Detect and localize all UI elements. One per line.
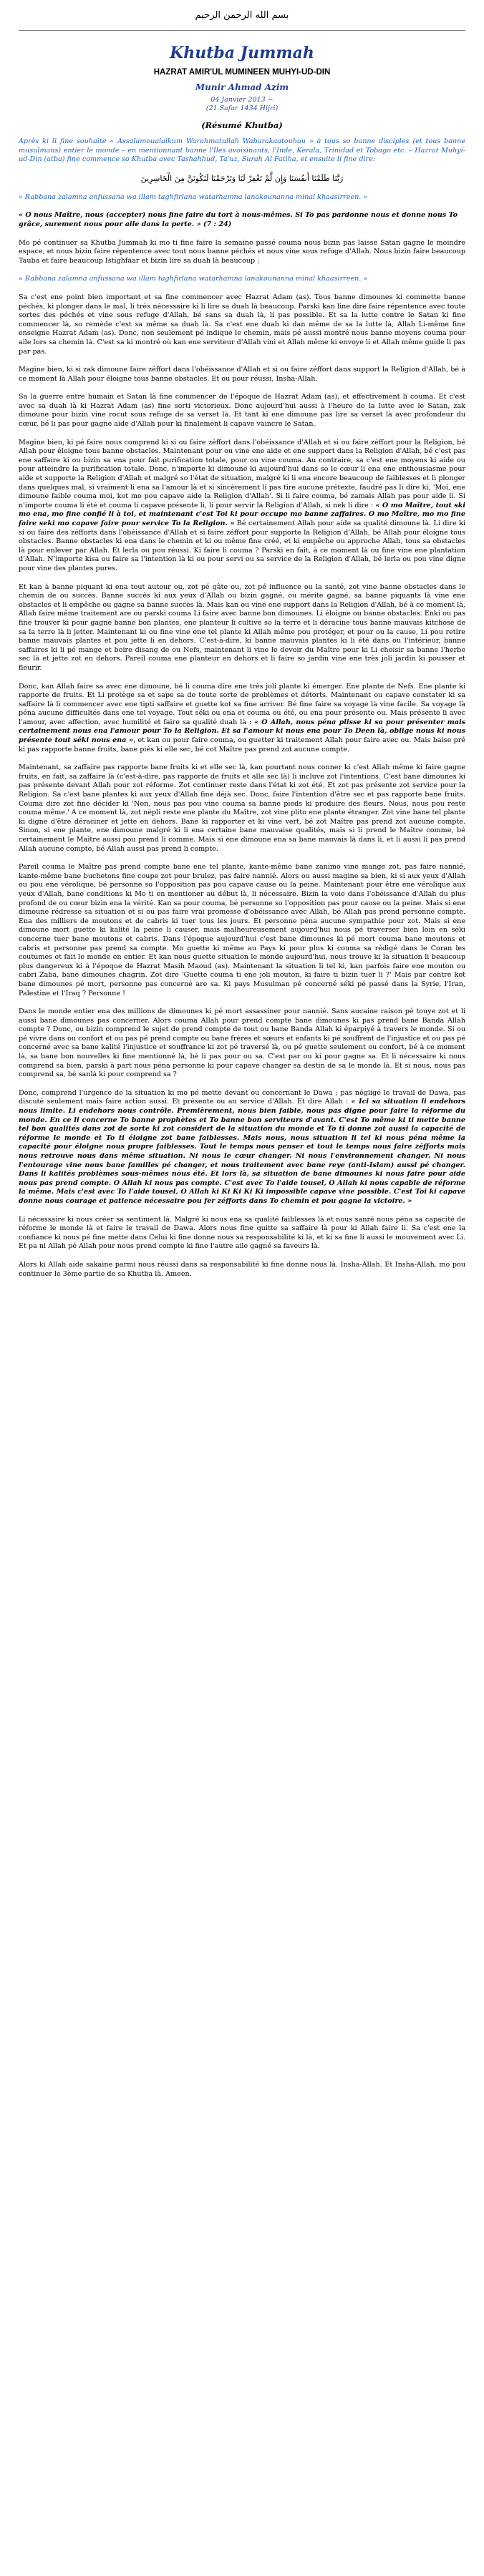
paragraph-5-quote: « O mo Maître, tout ski mo ena, mo fine confié li à toi, et maintenant c'est Toi ki pour occupe mo banne zaffaires. O mo Maître, mo mo fine faire seki mo capave faire pour service To la Religion. » xyxy=(19,501,465,527)
paragraph-10-b-text: Donc, comprend l'urgence de la situation ki mo pé mette devant ou concernant le Dawa ; pas négligé le travail de Dawa, pas discuté seulement mais faire action aussi. Et présente ou au service d'Allah. Et dire Allah : xyxy=(19,1088,465,1106)
paragraph-5 xyxy=(19,439,465,574)
paragraph-7-a: Donc, kan Allah faire sa avec ene dimoune, bé li couma dire ene très joli plante ki émerger. Ene plante de Nefs. Ene plante ki rapporte de fruits. Et Li protège sa et sape sa de toute sorte de problèmes et détorts. Maintenant ou capave constater ki sa saffaire là li commencer avec ene tipti saffaire et guette kot sa fine arriver. Bé fine faire sa voyage là vine facile. Sa voyage là péna aucune difficultés dans ene tel voyage. Tout séki ou ena et couma ou été, ou ena pour présente ou. Mais présente li avec l'amour, avec affection, avec humilité et faire sa qualité duah là : xyxy=(19,682,465,726)
paragraph-4: Sa la guerre entre humain et Satan là fine commencer de l'époque de Hazrat Adam (as), et effectivement li couma. Et c'est avec sa duah là ki Hazrat Adam (as) fine sorti victorieux. Donc aujourd'hui aussi à l'heure de la lutte avec le Satan, zak dimoune pour bizin vine rocut sous refuge de sa verset là. Et tant ki ene dimoune pas lire sa verset là avec profondeur du cœur, bé li pas pour gagne aide d'Allah pour ki finalement li capave vaincre le Satan. xyxy=(19,393,465,429)
paragraph-7 xyxy=(19,683,465,755)
resume-heading: (Résumé Khutba) xyxy=(201,120,283,130)
date-gregorian: 04 Janvier 2013 ~ xyxy=(210,96,274,104)
paragraph-7-b: , et kan ou pour faire couma, ou guetter ki traitement Allah pour faire avec ou. Mais baise pré ki pas rapporte banne fruits, bane piés ki elle sec, bé cot Maître pas prend zot aucune compte. xyxy=(19,736,465,753)
date-block xyxy=(19,96,465,113)
paragraph-6: Et kan à banne piquant ki ena tout autour ou, zot pé gâte ou, zot pé influence ou la santé, zot vine banne obstacles dans le chemin de ou succès. Banne succès ki aux yeux d'Allah ou bizin gagné, ou mérite gagné, sa banne piquants là vine ene obstacles et li empêche ou gagne sa banne succès là. Mais kan ou vine ene support dans la Religion d'Allah, bé à ce moment là, Allah faire même traitement are ou parski couma Li faire avec banne bon dimounes. Li éloigne ou banne obstacles. Enki ou pas fine trouver ki pour gagne banne bon plantes, ene planteur li cultive so la terre et li déracine tous banne mauvais kitchose de sa la terre là li jetter. Maintenant ki ou fine vine ene tel plante ki Allah même pou protéger, et pour ou la cause, Li pou retire banne mauvais plantes et pou jette li en dehors. C'est-à-dire, ki banne mauvais plantes ki li été dans ou l'intérieur, banne saffaires ki li pé mange et boire disang de ou Nefs, maintenant li vine le devoir du Maître pour ki Li choisir sa banne l'herbe sec là et jette zot en dehors. Pareil couma ene planteur en dehors et li faire so jardin vine ene très joli jardin ki pousser et fleurir. xyxy=(19,582,465,672)
paragraph-9: Pareil couma le Maître pas prend compte bane ene tel plante, kante-même bane zanimo vine mange zot, pas faire nannié, kante-même bane buchetons fine coupe zot pour brulez, pas faire nannié. Alors ou aussi magine sa bien, ki si aux yeux d'Allah ou pou ene vérolique, bé personne so l'opposition pas pou capave cause ou la peine. Maintenant pour être ene vérolique aux yeux d'Allah, bane conditions ki Mo ti en mentioner au début là, li nécessaire. Bizin la voie dans l'obéissance d'Allah du plus profond de ou cœur bizin ena la vérité. Kan sa pour couma, bé personne so l'opposition pas pour cause ou la peine. Mais si ene dimoune rédresse sa situation et si ou pas faire vrai promesse d'obéissance avec Allah, bé Allah pas prend personne compte. Ena des milliers de moutons et de cabris ki tuer tous les jours. Et personne péna aucune sympathie pour zot. Mais si ene dimoune mort guette ki kalité la peine li causer, mais malheureusement aujourd'hui nous pé traverser bien loin en séki concerne tuer bane moutons et cabris. Dans l'époque aujourd'hui c'est bane dimounes ki pé mort couma bane moutons et cabris et personne pas prend sa compte. Mo guette ki même au Pays ki pour plus ki couma sa rédigé dans le Coran les coutumes et fait le monde en entier. Et kan nous guette situation le monde aujourd'hui, nous trouve ki la situation li beaucoup plus dangereux ki à l'époque de Hazrat Masih Maoud (as). Maintenant la situation li tel ki, kan parfois faire ene mouton ou cabri Zaba, bane dimounes chagrin. Zot dire 'Guette couma ti ene joli mouton, ki faire ti bizin tuer li ?' Mais par contre kot bane dimounes pé mort, personne pas concerné are sa. Ki pays Musulman pé concerné séki pé passé dans la Syrie, l'Iran, Palestine et l'Iraq ? Personne ! xyxy=(19,863,465,997)
paragraph-12: Alors ki Allah aide sakaine parmi nous réussi dans sa responsabilité ki fine donne nous là. Insha-Allah. Et Insha-Allah, mo pou continuer le 3ème partie de sa Khutba là. Ameen. xyxy=(19,1260,465,1278)
paragraph-5-b: Bé certainement Allah pour aide sa qualité dimoune là. Li dire ki si ou faire des zéfforts dans l'obéissance d'Allah et si faire zéffort pour supporte la Religion d'Allah, bé Allah pour éloigne tous obstacles. Banne obstacles ki ena dans le chemin et ki ou même fine créé, et ki empêche ou approche Allah, tous sa obstacles là pour enlever par Allah. Et lerla ou pou réussi. Ki faire li couma ? Parski en fait, à ce moment là ou fine vine ene plantation d'Allah. N'importe kisa ou faire sa l'intention là ki ou pour servi ou sa service de la Religion d'Allah, bé lerla ou pou vine digne pour vine des plantes pures. xyxy=(19,519,465,572)
paragraph-7-quote: « O Allah, nous péna plisse ki sa pour présenter mais certainement nous ena l'amour pour To la Religion. Et sa l'amour ki nous ena pour To Deen là, oblige nous ki nous présente tout séki nous ena » xyxy=(19,718,465,745)
paragraph-3: Magine bien, ki si zak dimoune faire zéffort dans l'obéissance d'Allah et si ou faire zéffort dans support la Religion d'Allah, bé à ce moment là Allah pour éloigne tous banne obstacles. Et ou pour réussi, Insha-Allah. xyxy=(19,366,465,383)
translation-1: « O nous Maître, nous (accepter) nous fine faire du tort à nous-mêmes. Si To pas pardonne nous et donne nous To grâce, surement nous pour aile dans la perte. » (7 : 24) xyxy=(19,211,458,228)
bismillah-header: بسم الله الرحمن الرحيم xyxy=(195,10,289,21)
paragraph-5-a: Magine bien, ki pé faire nous comprend ki si ou faire zéffort dans l'obéissance d'Allah et si ou faire zéffort pour la Religion, bé Allah pour éloigne tous banne obstacles. Maintenant pour ou vine ene aide et ene support dans la Religion d'Allah, bé c'est pas ene saffaire ki ou bizin sa ena pour fait purification totale, pour ou vine couma. Au contraire, sa c'est ene moyens ki aide ou pour atteindre la purification totale. Donc, n'importe ki dimoune ki aujourd'hui dans so le cœur li ena ene enthousiasme pour aide et supporte la Religion d'Allah et malgré so l'état de situation, malgré ki li ena encore beaucoup de faiblesses et li plonger dans quelques mal, si vraiment li ena sa l'amour là et si sincèrement li pas tire aucune prétexte, faudré pas li dire ki, 'Moi, ene dimoune faible couma moi, kot mo pou capave aide la Religion d'Allah'. Si li faire couma, bé zamais Allah pas pour aide li. Si n'importe couma li été et couma li capave présente li, li pour servir la Religion d'Allah, si nek li dire : xyxy=(19,438,465,509)
paragraph-8: Maintenant, sa zaffaire pas rapporte bane fruits ki et elle sec là, kan pourtant nous conner ki c'est Allah même ki faire gagne fruits, en fait, sa zaffaire là (c'est-à-dire, pas rapporte de fruits et alle sec là) li incluve zot l'intentions. C'est bane dimounes ki pas présente devant Allah pour zot réforme. Zot continuer reste dans l'état ki zot été. Et zot pas présente zot service pour la Religion. Sa c'est bane plantes ki aux yeux d'Allah fine déjà sec. Donc, faire l'intention d'être sec et pas rapporte bane fruits. Couma dire zot fine décider ki 'Non, nous pas pou vine couma sa banne pieds ki produire des fleurs. Nous, nous pou reste couma même.' A ce moment là, zot népli reste ene plante du Maître, zot vine plito ene plante étranger. Zot vine bane tel plante ki digne d'être déraciner et jette en dehors. Bane ki rapporter et ki vine vert, bé zot Maître pas prend zot aucune compte. Sinon, si ene plante, ene dimoune malgré ki li ena certaine bane mauvaise qualités, mais si li prend le Maître comme, bé certainement le Maître aussi pou prend li comme. Mais si ene dimoune ena sa bane mauvais là dans li, et li aussi li pas prend Allah aucune compte, bé Allah aussi pas prend li compte. xyxy=(19,763,465,853)
paragraph-2: Sa c'est ene point bien important et sa fine commencer avec Hazrat Adam (as). Tous banne dimounes ki commette banne péchés, ki plonger dans le mal, li très nécessaire ki li lire sa duah là beaucoup. Parski kan line dire faire répentence avec toute sortes des péchés et vine sous refuge d'Allah, bé sans sa duah là, li pas possible. Et sa la lutte contre le Satan ki fine commencer là, so remède c'est sa même sa duah là. Sa c'est ene duah ki dan même de sa la lutte là, Allah Li-même fine enseigne Hazrat Adam (as). Donc, non seulement pé indique le chemin, mais pé aussi montré nous banne moyens couma pour aile lors sa chemin là. C'est sa ki montré où kan ene serviteur d'Allah vini et Allah même ki envoye li et Allah même guide li pas par pas. xyxy=(19,293,465,356)
transliteration-2: « Rabbana zalamna anfussana wa illam taghfirlana watarhamna lanakounanna minal khaasirreen. » xyxy=(19,275,368,283)
transliteration-1: « Rabbana zalamna anfussana wa illam taghfirlana watarhamna lanakounanna minal khaasirreen. » xyxy=(19,192,368,201)
page-subtitle: HAZRAT AMIR'UL MUMINEEN MUHYI-UD-DIN xyxy=(153,68,331,77)
paragraph-10-b xyxy=(19,1089,465,1206)
page-title: Khutba Jummah xyxy=(170,44,314,62)
paragraph-1: Mo pé continuer sa Khutba Jummah ki mo ti fine faire la semaine passé couma nous bizin pas laisse Satan gagne le moindre espace, et nous bizin faire répentence avec tout nous banne péchés et nous vine sous refuge d'Allah. Nous bizin faire beaucoup Tauba et faire beaucoup Istighfaar et bizin lire sa duah là beaucoup : xyxy=(19,238,465,265)
date-hijri: (21 Safar 1434 Hijri) xyxy=(205,104,279,112)
intro-paragraph: Après ki li fine souhaite « Assalamoualaikum Warahmatullah Wabarakaatouhou » à tous so banne disciples (et tous banne musulmans) entier le monde – en mentionnant banne l'Iles avoisinants, l'Inde, Kerala, Trinidad et Tobago etc. – Hazrat Muhyi-ud-Din (atba) fine commence so Khutba avec Tashahhud, Ta'uz, Surah Al Fatiha, et ensuite li fine dire: xyxy=(19,137,465,164)
paragraph-10-quote: « Ici sa situation li endehors nous limite. Li endehors nous contrôle. Premièrement, nous bien faible, nous pas digne pour faire la réforme du monde. En ce li concerne To banne prophètes et To banne bon serviteurs d'avant. C'est To même ki ti mette banne tel bon qualités dans zot de sorte ki zot considert de la situation du monde et To ti donne zot aussi la capacité de réforme le monde et To ti éloigne zot bane faiblesses. Mais nous, nous situation li tel ki nous péna même la capacité pour éloigne nous propre faiblesses. Tout le temps nous penser et tout le temps nous faire zéfforts mais nous retrouve nous dans même situation. Ni nous le cœur changer. Ni nous l'environnement changer. Ni nous l'entourage vine nous bane familles pé changer, et nous traitement avec bane reye (anti-Islam) aussi pé changer. Dans li kalités problèmes sous-mêmes nous été. Et lors là, sa situation de bane dimounes ki nous faire pour aide nous pas prend compte. O Allah ki nous pas compte. C'est avec To l'aide tousel, O Allah ki nous capable de réforme la même. Mais c'est avec To l'aide tousel, O Allah ki Ki Ki Ki Ki impossible capave vine possible. C'est Toi ki capave donne nous courage et patience nécessaire pou fer zéfforts dans To chemin et pou gagne la victoire. » xyxy=(19,1098,465,1205)
author-name: Munir Ahmad Azim xyxy=(195,82,289,92)
header-divider xyxy=(19,30,465,31)
paragraph-11: Li nécessaire ki nous créer sa sentiment là. Malgré ki nous ena sa qualité faiblesses là et nous sanré nous péna sa capacité de réforme le monde là et faire le travail de Dawa. Alors nous fine quitte sa saffaire là pour ki Allah faire li. Sa c'est ene la confiance ki nous pé fine mette dans Celui ki fine donne nous sa responsabilité ki là, et ki sa fine li aussi le mouvement avec Li. Et pa ni Allah pé Allah pour nous prend compte ki fine l'autre aile gagné sa faveurs là. xyxy=(19,1215,465,1251)
arabic-verse: رَبَّنَا ظَلَمْنَا أَنفُسَنَا وَإِن لَّمْ تَغْفِرْ لَنَا وَتَرْحَمْنَا لَنَكُونَنَّ مِنَ الْخَاسِرِينَ xyxy=(140,173,344,183)
paragraph-10-a: Dans le monde entier ena des millions de dimounes ki pé mort assassiner pour nannié. Sans aucaine raison pé touye zot et li aussi bane dimounes pas concerner. Alors couma Allah pour prend compte bane dimounes ki pas prend bane Banda Allah compte ? Donc, ou bizin comprend le sujet de prend compte de tout ou bane Banda Allah ki éparpiyé à travers le monde. Si ou pé vivre dans ou confort et ou pas pé prend compte ou bane frères et sœurs et enfants ki pé souffrent de l'injustice et ou pas pé concerné avec sa bane kalité l'injustice et souffrance ki zot pé traversé là, ou pé guette seulement ou confort, bé à ce moment là, sa bane bon nouvelles ki fine mentionné là, bé li pas pour ou sa. C'est par ou ki pour gagne sa. Et li nécessaire ki nous comprend sa bien, parski à part nous péna personne ki pour capave changer sa destin de sa le monde là. Et si nous, nous pas comprend sa, bé sanlà ki pour comprend sa ? xyxy=(19,1008,465,1079)
